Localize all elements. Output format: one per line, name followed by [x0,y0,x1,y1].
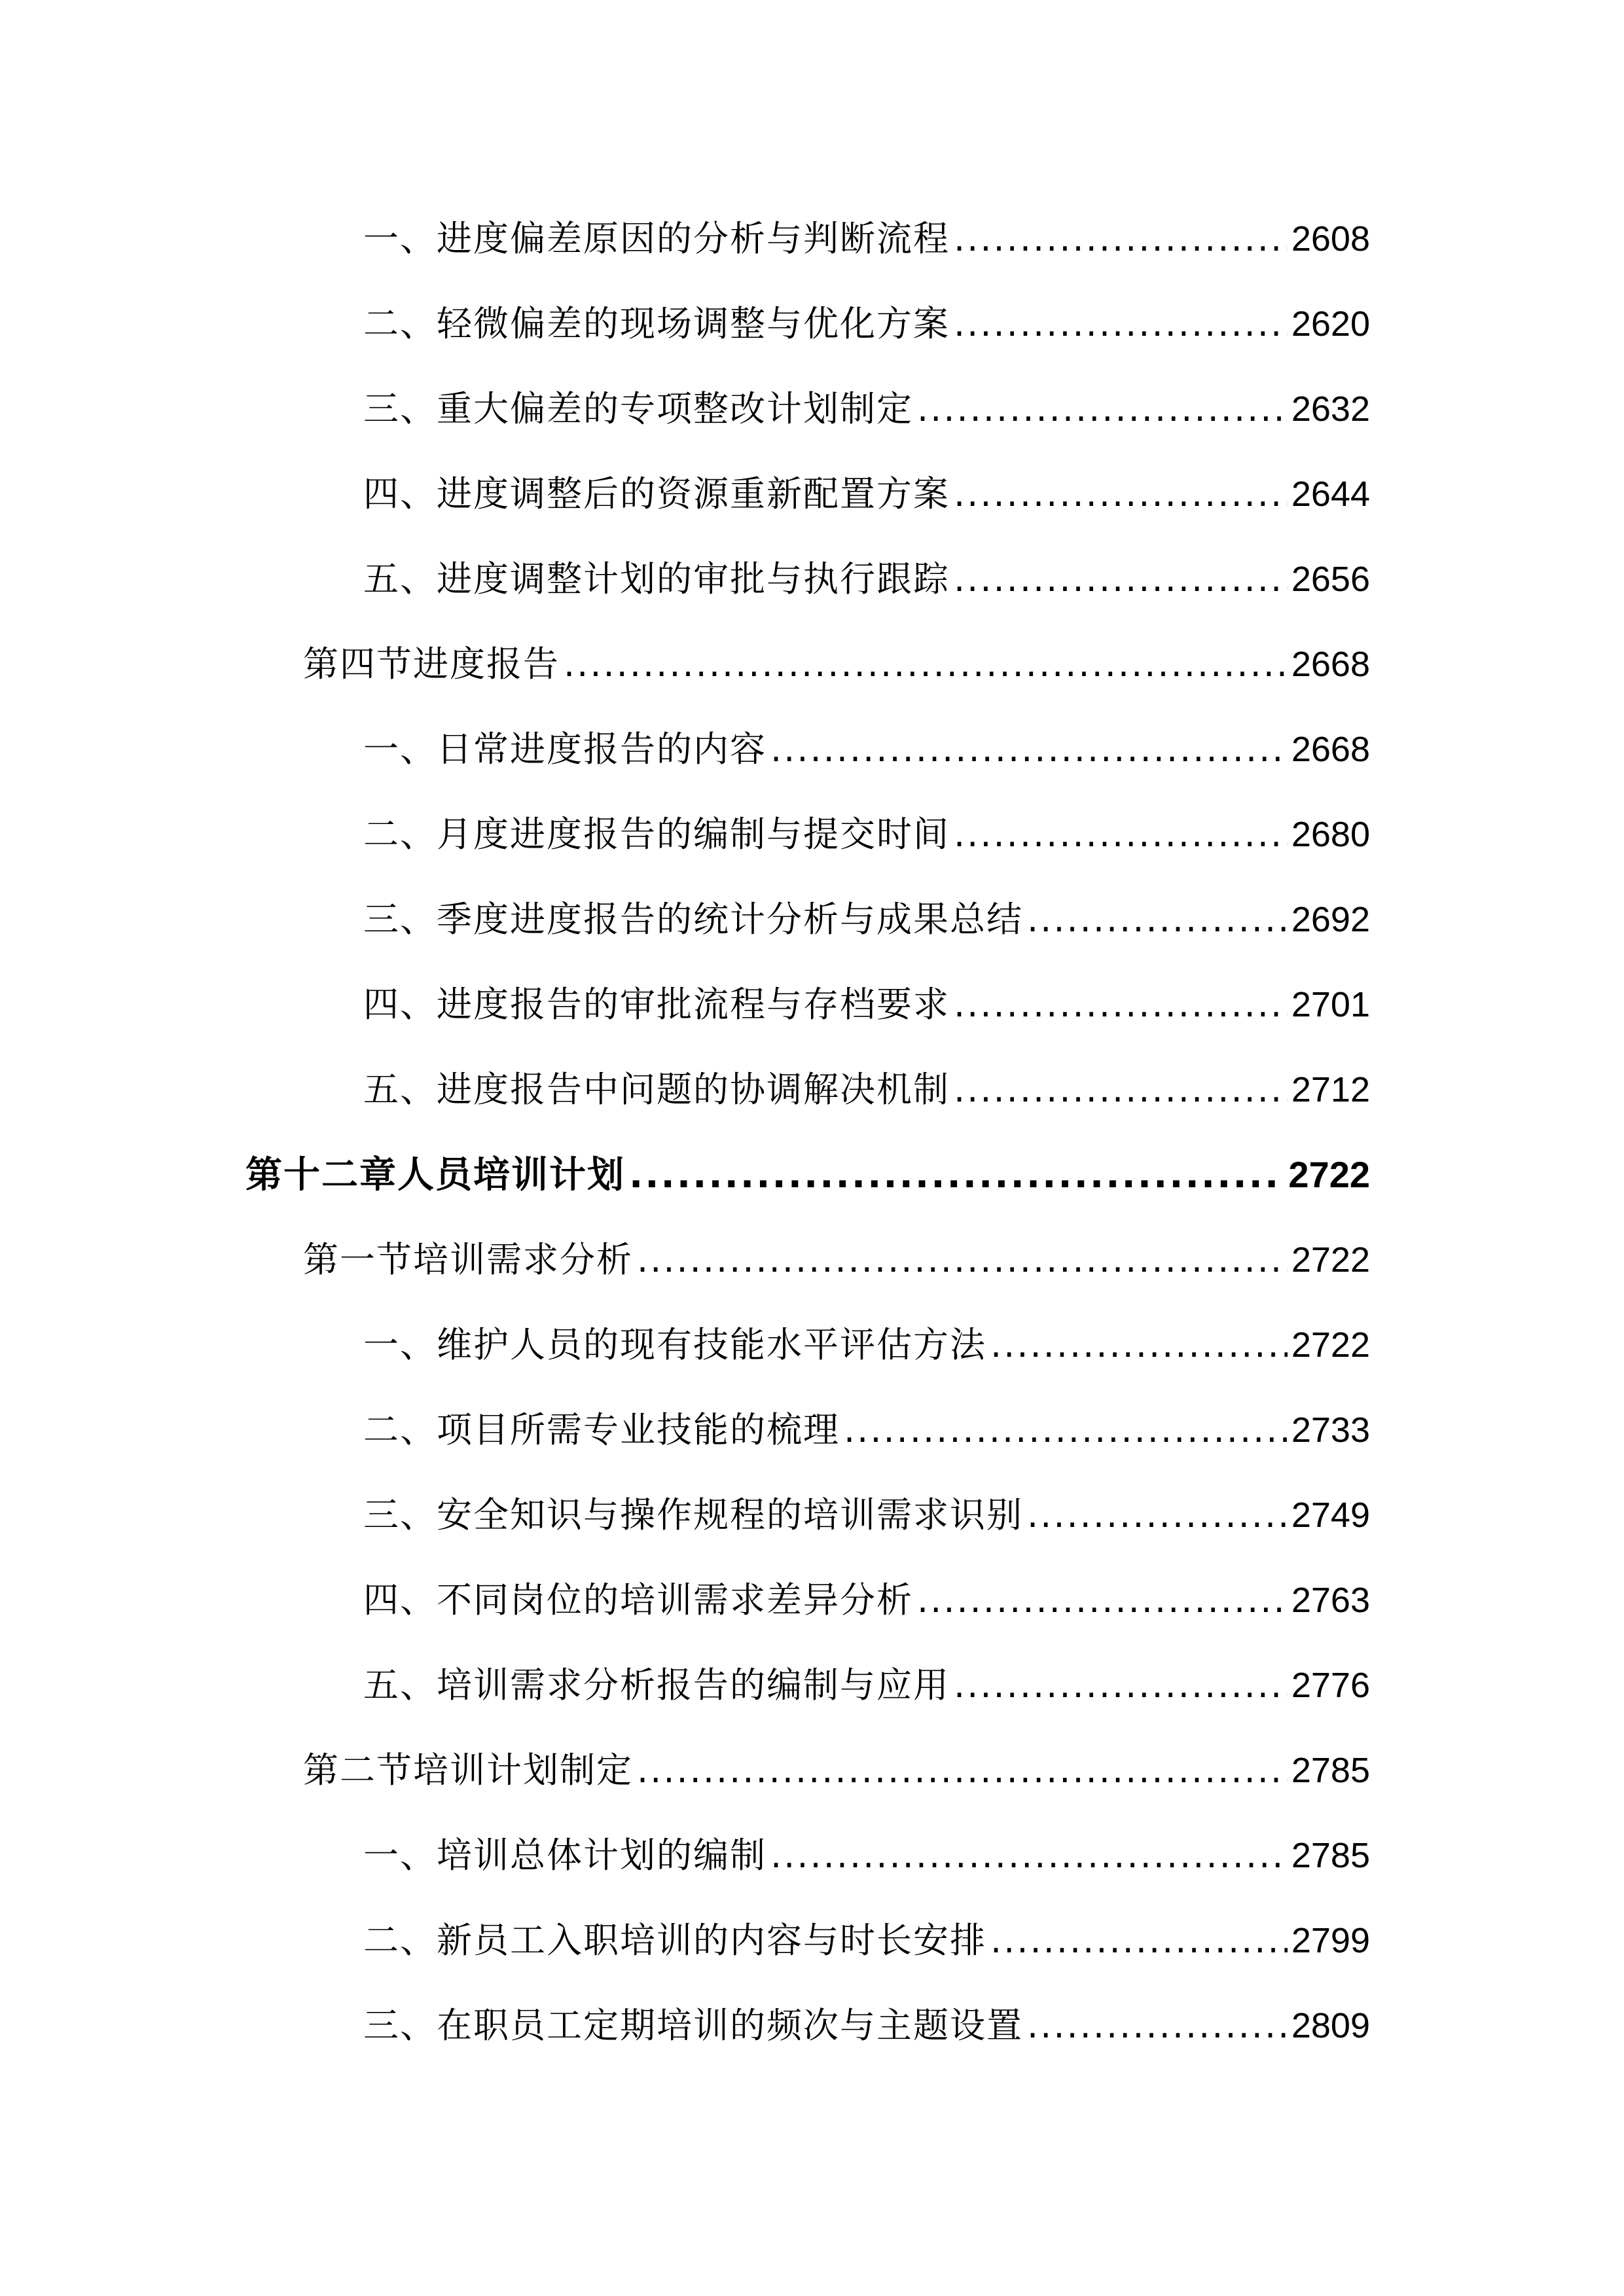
toc-page-number: 2785 [1291,1836,1370,1875]
toc-entry-title: 五、进度调整计划的审批与执行跟踪 [363,558,950,600]
toc-page-number: 2722 [1291,1325,1370,1365]
toc-entry-title: 五、培训需求分析报告的编制与应用 [363,1664,950,1706]
toc-entry[interactable] [0,1558,1624,1643]
toc-section-entry[interactable] [0,622,1624,707]
toc-dot-leader [954,962,1288,1047]
toc-dot-leader [954,792,1288,877]
toc-page-number: 2785 [1291,1751,1370,1790]
toc-page-number: 2701 [1291,985,1370,1024]
toc-entry-title: 三、重大偏差的专项整改计划制定 [363,388,913,429]
toc-page-number: 2620 [1291,304,1370,344]
toc-entry[interactable] [0,1388,1624,1473]
toc-dot-leader [770,1813,1288,1898]
toc-entry[interactable] [0,537,1624,622]
toc-dot-leader [629,1133,1284,1218]
toc-page-number: 2692 [1291,900,1370,939]
toc-entry[interactable] [0,1983,1624,2068]
toc-dot-leader [564,622,1288,707]
toc-dot-leader [954,452,1288,537]
toc-entry-title: 一、培训总体计划的编制 [363,1835,767,1876]
toc-dot-leader [954,537,1288,622]
toc-page-number: 2608 [1291,219,1370,259]
toc-dot-leader [954,1643,1288,1728]
toc-entry-title: 二、新员工入职培训的内容与时长安排 [363,1920,986,1961]
toc-dot-leader [954,196,1288,281]
toc-entry[interactable] [0,1302,1624,1388]
toc-entry[interactable] [0,877,1624,962]
toc-entry-title: 四、进度报告的审批流程与存档要求 [363,984,950,1025]
toc-page-number: 2680 [1291,815,1370,854]
toc-dot-leader [770,707,1288,792]
toc-dot-leader [844,1388,1288,1473]
toc-entry[interactable] [0,1643,1624,1728]
toc-entry[interactable] [0,281,1624,367]
toc-dot-leader [1027,877,1288,962]
toc-page-number: 2712 [1291,1070,1370,1109]
toc-section-entry[interactable] [0,1217,1624,1302]
toc-page-number: 2776 [1291,1666,1370,1705]
toc-entry-title: 四、不同岗位的培训需求差异分析 [363,1579,913,1621]
toc-entry-title: 三、在职员工定期培训的频次与主题设置 [363,2005,1023,2046]
toc-dot-leader [954,1047,1288,1132]
toc-dot-leader [917,1558,1288,1643]
toc-section-entry[interactable] [0,1728,1624,1813]
toc-entry[interactable] [0,1047,1624,1132]
toc-dot-leader [637,1728,1288,1813]
toc-entry-title: 第二节培训计划制定 [303,1749,633,1791]
toc-entry[interactable] [0,367,1624,452]
toc-entry[interactable] [0,196,1624,281]
toc-page-number: 2632 [1291,389,1370,429]
toc-dot-leader [990,1302,1288,1388]
toc-entry-title: 三、安全知识与操作规程的培训需求识别 [363,1494,1023,1535]
toc-dot-leader [954,281,1288,367]
toc-entry[interactable] [0,792,1624,877]
toc-page-number: 2722 [1291,1240,1370,1280]
toc-entry[interactable] [0,1473,1624,1558]
toc-page-number: 2733 [1291,1410,1370,1450]
toc-entry-title: 二、月度进度报告的编制与提交时间 [363,814,950,855]
toc-entry[interactable] [0,1813,1624,1898]
toc-page-number: 2749 [1291,1496,1370,1535]
toc-page-number: 2722 [1288,1154,1370,1195]
toc-page-number: 2763 [1291,1581,1370,1620]
toc-dot-leader [1027,1473,1288,1558]
toc-page-number: 2656 [1291,560,1370,599]
toc-dot-leader [917,367,1288,452]
toc-chapter-entry[interactable] [0,1132,1624,1217]
toc-entry[interactable] [0,962,1624,1047]
toc-entry-title: 一、进度偏差原因的分析与判断流程 [363,218,950,259]
toc-entry-title: 二、轻微偏差的现场调整与优化方案 [363,303,950,344]
toc-page-number: 2668 [1291,730,1370,769]
toc-dot-leader [1027,1983,1288,2068]
toc-entry[interactable] [0,1898,1624,1983]
toc-entry-title: 第四节进度报告 [303,643,560,685]
toc-entry-title: 一、日常进度报告的内容 [363,728,767,770]
toc-page-number: 2644 [1291,475,1370,514]
toc-dot-leader [637,1217,1288,1302]
toc-entry-title: 三、季度进度报告的统计分析与成果总结 [363,899,1023,940]
toc-entry-title: 一、维护人员的现有技能水平评估方法 [363,1324,986,1365]
toc-entry-title: 二、项目所需专业技能的梳理 [363,1409,840,1450]
toc-page-number: 2809 [1291,2006,1370,2045]
toc-entry-title: 五、进度报告中问题的协调解决机制 [363,1069,950,1110]
toc-page-number: 2799 [1291,1921,1370,1960]
table-of-contents [0,196,1624,2068]
toc-entry-title: 四、进度调整后的资源重新配置方案 [363,473,950,514]
toc-dot-leader [990,1898,1288,1983]
toc-entry[interactable] [0,707,1624,792]
toc-page-number: 2668 [1291,645,1370,684]
toc-entry[interactable] [0,452,1624,537]
toc-entry-title: 第十二章人员培训计划 [245,1154,625,1196]
toc-entry-title: 第一节培训需求分析 [303,1239,633,1280]
